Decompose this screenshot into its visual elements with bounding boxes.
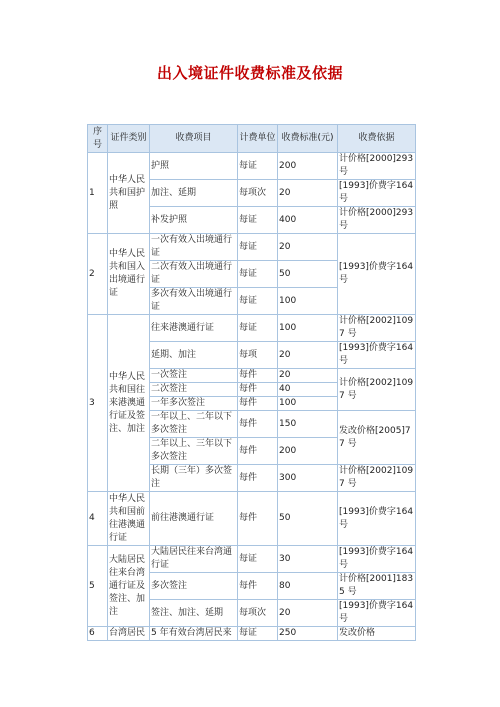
fee-cell: 50 <box>278 261 338 288</box>
item-cell: 前往港澳通行证 <box>150 492 238 546</box>
fee-cell: 30 <box>278 546 338 573</box>
item-cell: 延期、加注 <box>150 342 238 369</box>
basis-cell: 计价格[2002]1097 号 <box>338 465 416 492</box>
table-row <box>88 546 416 573</box>
unit-cell: 每证 <box>238 261 278 288</box>
item-cell: 一年多次签注 <box>150 397 238 411</box>
item-cell: 二次有效入出境通行证 <box>150 261 238 288</box>
unit-cell: 每证 <box>238 288 278 315</box>
basis-cell: [1993]价费字164 号 <box>338 180 416 207</box>
fee-cell: 100 <box>278 397 338 411</box>
item-cell: 一次有效入出境通行证 <box>150 234 238 261</box>
fee-cell: 150 <box>278 411 338 438</box>
basis-cell: 计价格[2002]1097 号 <box>338 369 416 411</box>
item-cell: 签注、加注、延期 <box>150 600 238 627</box>
unit-cell: 每证 <box>238 234 278 261</box>
unit-cell: 每证 <box>238 207 278 234</box>
unit-cell: 每项次 <box>238 600 278 627</box>
basis-cell: [1993]价费字164 号 <box>338 342 416 369</box>
item-cell: 多次有效入出境通行证 <box>150 288 238 315</box>
table-row <box>88 234 416 261</box>
category-cell: 中华人民共和国往来港澳通行证及签注、加注 <box>108 315 150 492</box>
fee-cell: 20 <box>278 180 338 207</box>
fee-cell: 80 <box>278 573 338 600</box>
basis-cell: 计价格[2000]293 号 <box>338 207 416 234</box>
basis-cell: [1993]价费字164 号 <box>338 546 416 573</box>
unit-cell: 每项 <box>238 342 278 369</box>
basis-cell: 发改价格 <box>338 627 416 641</box>
table-row <box>88 492 416 546</box>
item-cell: 大陆居民往来台湾通行证 <box>150 546 238 573</box>
unit-cell: 每件 <box>238 383 278 397</box>
header-category: 证件类别 <box>108 125 150 153</box>
category-cell: 中华人民共和国前往港澳通行证 <box>108 492 150 546</box>
seq-cell: 2 <box>88 234 108 315</box>
item-cell: 加注、延期 <box>150 180 238 207</box>
item-cell: 长期（三年）多次签注 <box>150 465 238 492</box>
unit-cell: 每证 <box>238 546 278 573</box>
item-cell: 一次签注 <box>150 369 238 383</box>
fee-cell: 250 <box>278 627 338 641</box>
fee-cell: 200 <box>278 438 338 465</box>
unit-cell: 每证 <box>238 153 278 180</box>
item-cell: 多次签注 <box>150 573 238 600</box>
basis-cell: [1993]价费字164 号 <box>338 234 416 315</box>
item-cell: 5 年有效台湾居民来 <box>150 627 238 641</box>
header-seq: 序号 <box>88 125 108 153</box>
category-cell: 中华人民共和国入出境通行证 <box>108 234 150 315</box>
fee-cell: 50 <box>278 492 338 546</box>
table-row <box>88 315 416 342</box>
header-fee: 收费标准(元) <box>278 125 338 153</box>
unit-cell: 每件 <box>238 411 278 438</box>
item-cell: 护照 <box>150 153 238 180</box>
unit-cell: 每件 <box>238 465 278 492</box>
fee-cell: 100 <box>278 288 338 315</box>
fee-cell: 20 <box>278 342 338 369</box>
basis-cell: 计价格[2000]293 号 <box>338 153 416 180</box>
fee-table <box>87 124 416 641</box>
unit-cell: 每证 <box>238 627 278 641</box>
item-cell: 往来港澳通行证 <box>150 315 238 342</box>
unit-cell: 每证 <box>238 315 278 342</box>
seq-cell: 6 <box>88 627 108 641</box>
unit-cell: 每项次 <box>238 180 278 207</box>
item-cell: 一年以上、二年以下多次签注 <box>150 411 238 438</box>
fee-cell: 100 <box>278 315 338 342</box>
table-header-row <box>88 125 416 153</box>
unit-cell: 每件 <box>238 397 278 411</box>
fee-cell: 200 <box>278 153 338 180</box>
seq-cell: 1 <box>88 153 108 234</box>
basis-cell: [1993]价费字164 号 <box>338 600 416 627</box>
category-cell: 中华人民共和国护照 <box>108 153 150 234</box>
basis-cell: [1993]价费字164 号 <box>338 492 416 546</box>
table-row <box>88 153 416 180</box>
basis-cell: 发改价格[2005]77 号 <box>338 411 416 465</box>
header-unit: 计费单位 <box>238 125 278 153</box>
basis-cell: 计价格[2002]1097 号 <box>338 315 416 342</box>
category-cell: 台湾居民 <box>108 627 150 641</box>
table-row <box>88 627 416 641</box>
unit-cell: 每件 <box>238 438 278 465</box>
fee-cell: 20 <box>278 369 338 383</box>
fee-cell: 300 <box>278 465 338 492</box>
fee-cell: 20 <box>278 234 338 261</box>
unit-cell: 每件 <box>238 573 278 600</box>
basis-cell: 计价格[2001]1835 号 <box>338 573 416 600</box>
fee-cell: 20 <box>278 600 338 627</box>
seq-cell: 5 <box>88 546 108 627</box>
fee-cell: 400 <box>278 207 338 234</box>
fee-cell: 40 <box>278 383 338 397</box>
item-cell: 补发护照 <box>150 207 238 234</box>
seq-cell: 3 <box>88 315 108 492</box>
page-title: 出入境证件收费标准及依据 <box>156 64 343 82</box>
item-cell: 二次签注 <box>150 383 238 397</box>
seq-cell: 4 <box>88 492 108 546</box>
header-item: 收费项目 <box>150 125 238 153</box>
category-cell: 大陆居民往来台湾通行证及签注、加注 <box>108 546 150 627</box>
unit-cell: 每件 <box>238 369 278 383</box>
header-basis: 收费依据 <box>338 125 416 153</box>
unit-cell: 每件 <box>238 492 278 546</box>
item-cell: 二年以上、三年以下多次签注 <box>150 438 238 465</box>
